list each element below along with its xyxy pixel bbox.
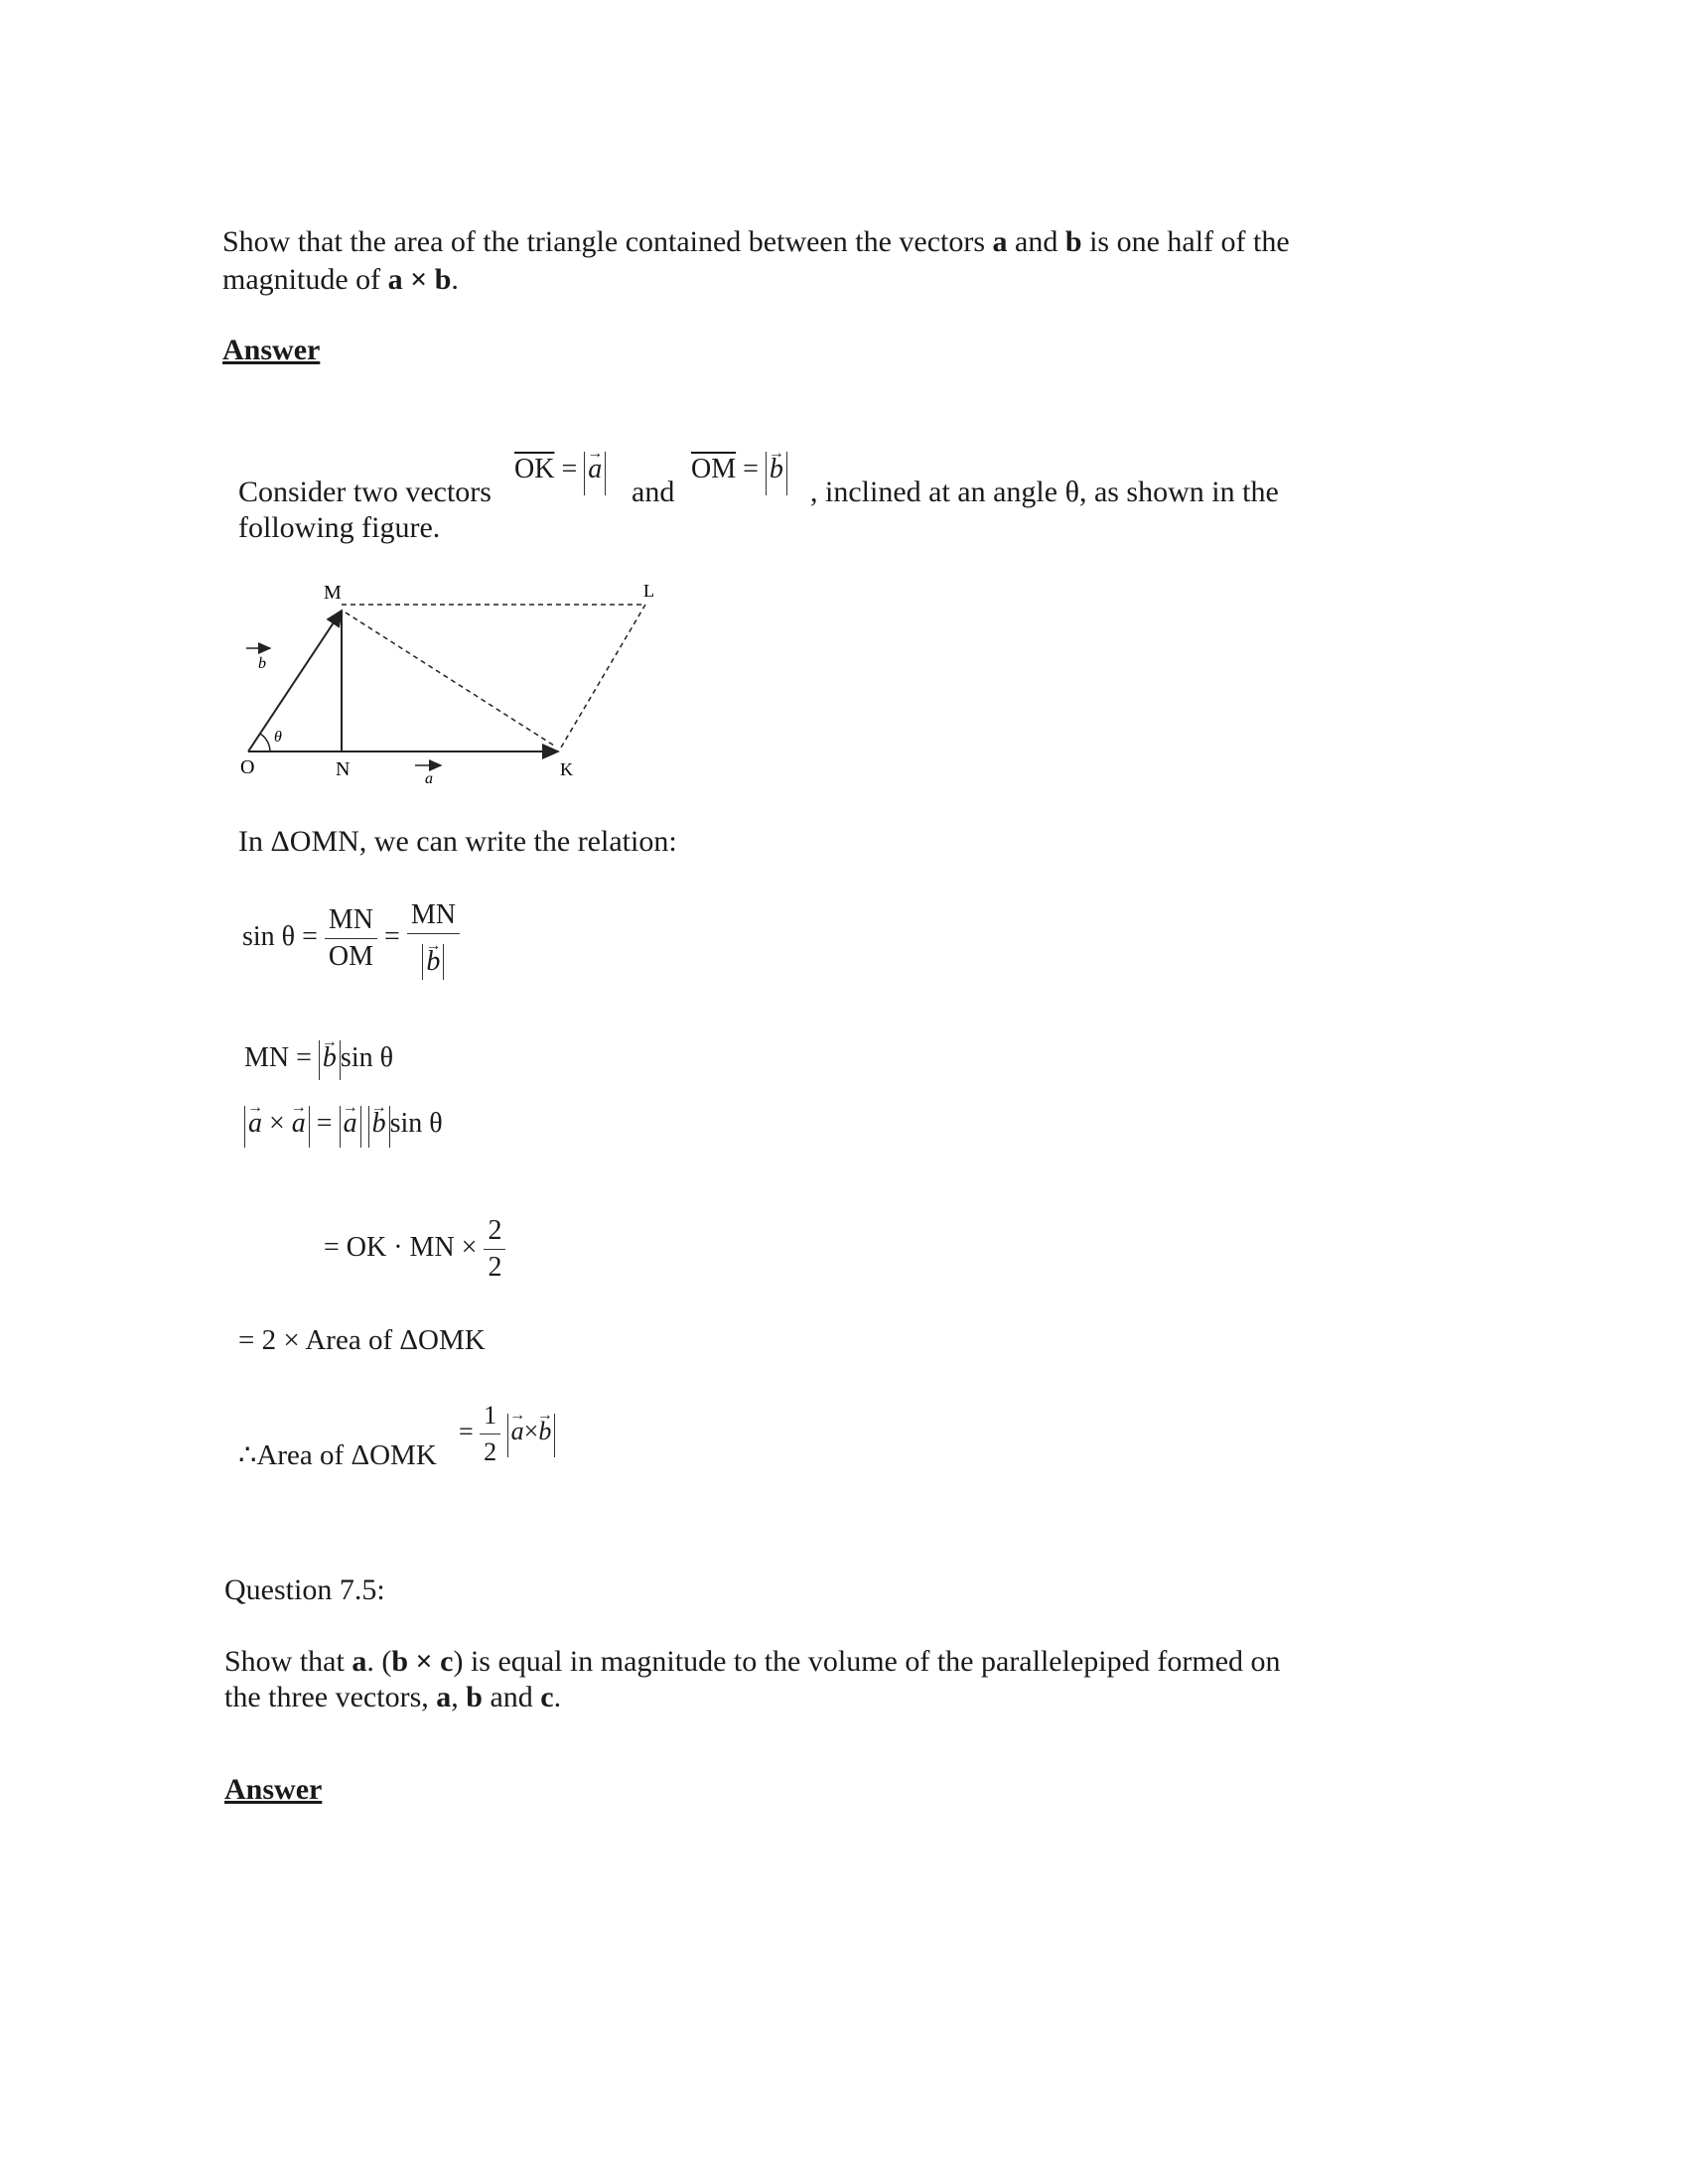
- label-a: a: [425, 770, 433, 787]
- label-m: M: [324, 582, 342, 604]
- cross-product-bold: a × b: [387, 263, 452, 296]
- inclined-text: , inclined at an angle θ, as shown in the: [810, 476, 1279, 508]
- question-text: is one half of the: [1081, 225, 1290, 258]
- vector-a-bold: a: [992, 225, 1008, 258]
- fraction-1-2: [480, 1398, 500, 1470]
- vector-b-line: [248, 611, 342, 751]
- vector-b-bold: b: [1064, 225, 1082, 258]
- question-text: the three vectors,: [224, 1681, 437, 1713]
- vector-a: → a: [511, 1414, 524, 1449]
- equals-sign: =: [316, 1108, 333, 1139]
- vector-b-bold: b: [466, 1681, 483, 1713]
- eq2-lhs: MN =: [244, 1042, 312, 1073]
- question-line-1: [222, 224, 1290, 260]
- question-text: Show that: [224, 1645, 352, 1678]
- question-text: and: [482, 1681, 541, 1713]
- abs-b: [368, 1106, 390, 1148]
- equals-sign: =: [384, 920, 400, 952]
- label-o: O: [240, 756, 255, 778]
- numerator: 1: [480, 1398, 500, 1434]
- question-line-2: [222, 262, 459, 298]
- question-text: Show that the area of the triangle contained between the vectors: [222, 225, 993, 258]
- ok-equals-a: [514, 452, 606, 495]
- eq2-rhs: sin θ: [340, 1042, 394, 1073]
- following-figure-text: following figure.: [238, 511, 441, 544]
- equation-mn: [244, 1040, 393, 1080]
- question-text: ,: [451, 1681, 467, 1713]
- vector-b: → b: [538, 1414, 551, 1449]
- times-sign: ×: [269, 1108, 285, 1139]
- consider-text: Consider two vectors: [238, 476, 492, 508]
- question-text: magnitude of: [222, 263, 388, 296]
- fraction-2-2: [484, 1213, 505, 1286]
- eq1-lhs: sin θ =: [242, 920, 318, 952]
- equals-sign: =: [561, 454, 578, 484]
- denominator: 2: [484, 1437, 497, 1466]
- cross-product-bold: b × c: [391, 1645, 454, 1678]
- and-text: and: [632, 476, 675, 508]
- abs-a-cross-a: [244, 1106, 310, 1148]
- vector-b: → b: [323, 1040, 337, 1076]
- vector-c-bold: c: [540, 1681, 554, 1713]
- abs-a: [584, 452, 606, 495]
- om-equals-b: [691, 452, 787, 495]
- equation-cross-magnitude: [244, 1106, 443, 1148]
- label-b: b: [258, 655, 266, 672]
- abs-b: [422, 944, 444, 980]
- relation-text: In ΔOMN, we can write the relation:: [238, 825, 677, 858]
- abs-b: [319, 1040, 341, 1080]
- answer-label: Answer: [224, 1773, 323, 1806]
- vector-a-bold: a: [436, 1681, 452, 1713]
- area-omk-label: ∴Area of ΔOMK: [238, 1439, 437, 1471]
- dashed-mk: [346, 613, 554, 746]
- label-n: N: [336, 758, 351, 780]
- eq3-rhs: sin θ: [389, 1108, 443, 1139]
- vector-a: → a: [344, 1106, 357, 1142]
- question-text: and: [1007, 225, 1065, 258]
- vector-b: → b: [770, 452, 783, 487]
- label-l: L: [643, 581, 654, 601]
- denominator: [407, 934, 460, 980]
- label-theta: θ: [274, 729, 282, 746]
- vector-b: → b: [426, 944, 440, 980]
- numerator: MN: [325, 902, 377, 939]
- question-text: .: [451, 263, 459, 296]
- equation-area-double: = 2 × Area of ΔOMK: [238, 1324, 486, 1356]
- numerator: MN: [407, 897, 460, 934]
- angle-arc: [260, 734, 270, 751]
- equation-sin-theta: [242, 897, 460, 980]
- vector-b: → b: [372, 1106, 386, 1142]
- equals-sign: =: [459, 1417, 474, 1446]
- equation-ok-mn: [324, 1213, 505, 1286]
- vector-a: → a: [588, 452, 602, 487]
- ok-label: $\overline{OK}$: [514, 454, 555, 484]
- answer-label: Answer: [222, 334, 321, 366]
- question2-line-1: [224, 1644, 1281, 1680]
- question2-line-2: [224, 1680, 561, 1715]
- dashed-lk: [561, 605, 645, 748]
- equation-area-half: [459, 1398, 555, 1470]
- question-text: ) is equal in magnitude to the volume of the parallelepiped formed on: [453, 1645, 1281, 1678]
- vector-a-bold: a: [352, 1645, 367, 1678]
- vector-figure: [218, 571, 695, 799]
- eq4-lhs: = OK · MN ×: [324, 1231, 478, 1263]
- equals-sign: =: [743, 454, 759, 484]
- fraction-mn-om: [325, 902, 377, 975]
- om-label: $\overline{OM}$: [691, 454, 737, 484]
- numerator: 2: [484, 1213, 505, 1250]
- denominator: 2: [488, 1252, 502, 1283]
- question-title: Question 7.5:: [224, 1573, 385, 1606]
- question-text: .: [553, 1681, 562, 1713]
- abs-b: [766, 452, 787, 495]
- times-sign: ×: [523, 1417, 539, 1446]
- vector-a: → a: [292, 1106, 306, 1142]
- abs-a: [340, 1106, 361, 1148]
- denominator: OM: [328, 941, 374, 972]
- label-k: K: [560, 759, 573, 779]
- question-text: . (: [366, 1645, 392, 1678]
- abs-a-cross-b: [507, 1414, 556, 1457]
- fraction-mn-b: [407, 897, 460, 980]
- vector-a: → a: [248, 1106, 262, 1142]
